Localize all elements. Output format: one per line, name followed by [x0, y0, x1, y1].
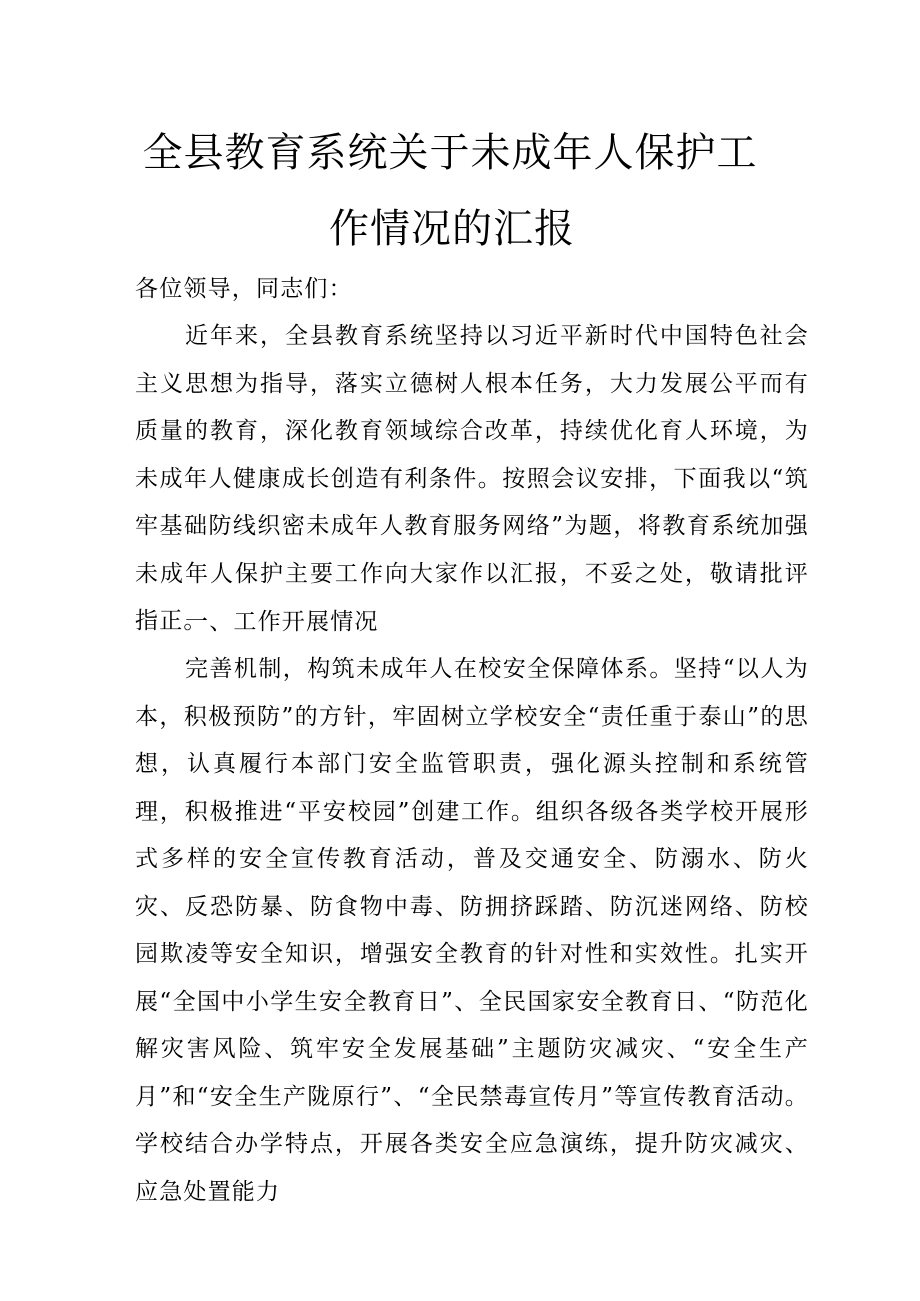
- section-heading: 一、工作开展情况: [185, 609, 379, 635]
- body-paragraph: 完善机制，构筑未成年人在校安全保障体系。坚持“以人为本，积极预防”的方针，牢固树立学校安全“责任重于泰山”的思想，认真履行本部门安全监管职责，强化源头控制和系统管理，积极推进“平安校园”创建工作。组织各级各类学校开展形式多样的安全宣传教育活动，普及交通安全、防溺水、防火灾、反恐防暴、防食物中毒、防拥挤踩踏、防沉迷网络、防校园欺凌等安全知识，增强安全教育的针对性和实效性。扎实开展“全国中小学生安全教育日”、全民国家安全教育日、“防范化解灾害风险、筑牢安全发展基础”主题防灾减灾、“安全生产月”和“安全生产陇原行”、“全民禁毒宣传月”等宣传教育活动。学校结合办学特点，开展各类安全应急演练，提升防灾减灾、应急处置能力: [135, 656, 809, 1205]
- document-title-line-1: 全县教育系统关于未成年人保护工: [142, 130, 758, 176]
- document-title-line-2: 作情况的汇报: [329, 206, 575, 252]
- intro-paragraph: 近年来，全县教育系统坚持以习近平新时代中国特色社会主义思想为指导，落实立德树人根本任务，大力发展公平而有质量的教育，深化教育领域综合改革，持续优化育人环境，为未成年人健康成长创造有利条件。按照会议安排，下面我以“筑牢基础防线织密未成年人教育服务网络”为题，将教育系统加强未成年人保护主要工作向大家作以汇报，不妥之处，敬请批评指正。: [135, 323, 809, 634]
- salutation: 各位领导，同志们：: [135, 276, 353, 302]
